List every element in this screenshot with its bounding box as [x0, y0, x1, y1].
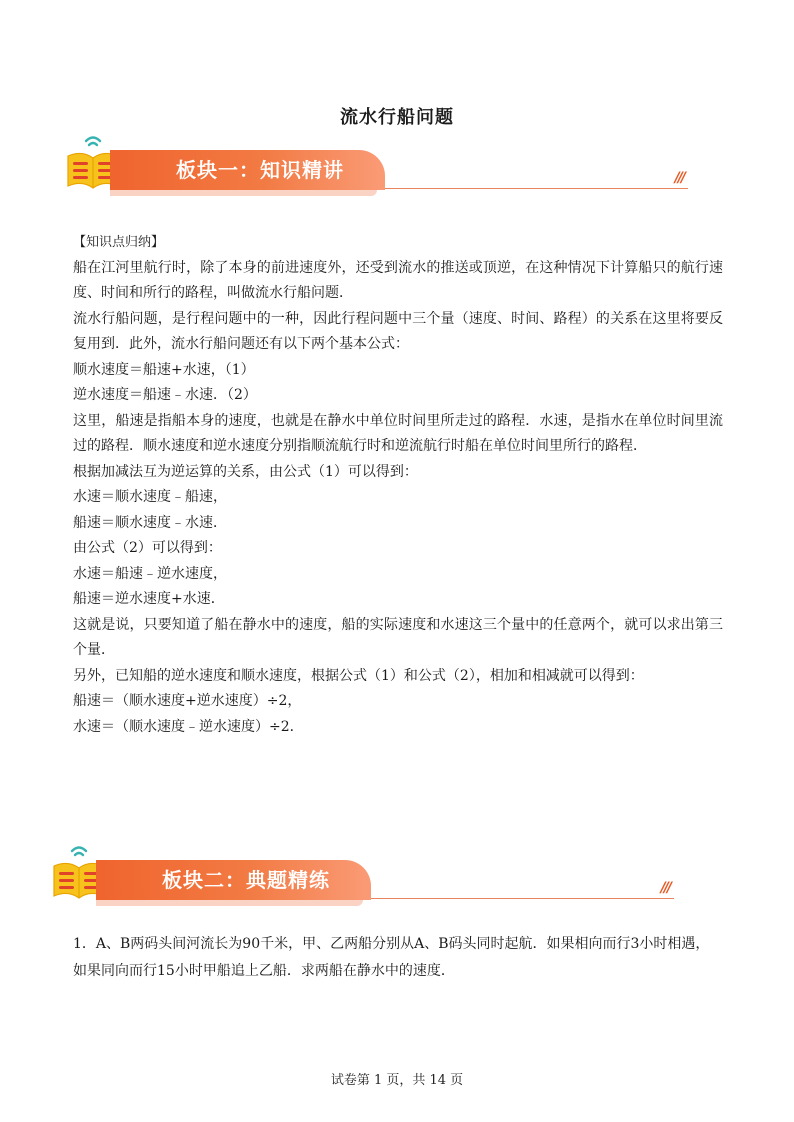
banner-decoration: ///: [674, 170, 684, 186]
formula-line: 水速＝（顺水速度﹣逆水速度）÷2．: [73, 718, 304, 735]
banner-tab: [96, 860, 371, 900]
formula-line: 逆水速度＝船速﹣水速．（2）: [73, 387, 257, 403]
knowledge-paragraph: 流水行船问题，是行程问题中的一种，因此行程问题中三个量（速度、时间、路程）的关系在这里将要反复用到．此外，流水行船问题还有以下两个基本公式：: [73, 310, 723, 352]
section-title: 板块一：知识精讲: [176, 158, 344, 182]
question-item: 1．A、B两码头间河流长为90千米，甲、乙两船分别从A、B码头同时起航．如果相向而行3小时相遇，如果同向而行15小时甲船追上乙船．求两船在静水中的速度．: [73, 936, 710, 979]
formula-line: 船速＝（顺水速度+逆水速度）÷2，: [73, 693, 302, 709]
banner-decoration: ///: [660, 880, 670, 896]
section-banner-exercises: [46, 842, 686, 906]
document-title: 流水行船问题: [340, 107, 454, 128]
formula-line: 船速＝顺水速度﹣水速．: [73, 514, 227, 531]
knowledge-paragraph: 由公式（2）可以得到：: [73, 540, 222, 556]
formula-line: 船速＝逆水速度+水速．: [73, 591, 225, 607]
section-banner-knowledge: [60, 132, 700, 196]
section-title: 板块二：典题精练: [162, 868, 330, 892]
banner-divider: [371, 898, 674, 899]
formula-line: 水速＝顺水速度﹣船速，: [73, 489, 227, 505]
banner-tab: [110, 150, 385, 190]
knowledge-paragraph: 另外，已知船的逆水速度和顺水速度，根据公式（1）和公式（2），相加和相减就可以得到：: [73, 667, 644, 684]
banner-divider: [385, 188, 688, 189]
knowledge-paragraph: 这就是说，只要知道了船在静水中的速度，船的实际速度和水速这三个量中的任意两个，就可以求出第三个量．: [73, 616, 723, 658]
page-footer: 试卷第 1 页，共 14 页: [330, 1073, 464, 1088]
knowledge-paragraph: 船在江河里航行时，除了本身的前进速度外，还受到流水的推送或顶逆，在这种情况下计算船只的航行速度、时间和所行的路程，叫做流水行船问题．: [73, 259, 723, 301]
knowledge-section: [73, 230, 723, 740]
formula-line: 水速＝船速﹣逆水速度，: [73, 565, 227, 582]
knowledge-paragraph: 根据加减法互为逆运算的关系，由公式（1）可以得到：: [73, 463, 418, 480]
question-list: [73, 931, 723, 985]
knowledge-paragraph: 这里，船速是指船本身的速度，也就是在静水中单位时间里所走过的路程．水速，是指水在单位时间里流过的路程．顺水速度和逆水速度分别指顺流航行时和逆流航行时船在单位时间里所行的路程．: [73, 412, 723, 454]
formula-line: 顺水速度＝船速+水速，（1）: [73, 361, 255, 378]
knowledge-heading: 【知识点归纳】: [73, 235, 165, 250]
